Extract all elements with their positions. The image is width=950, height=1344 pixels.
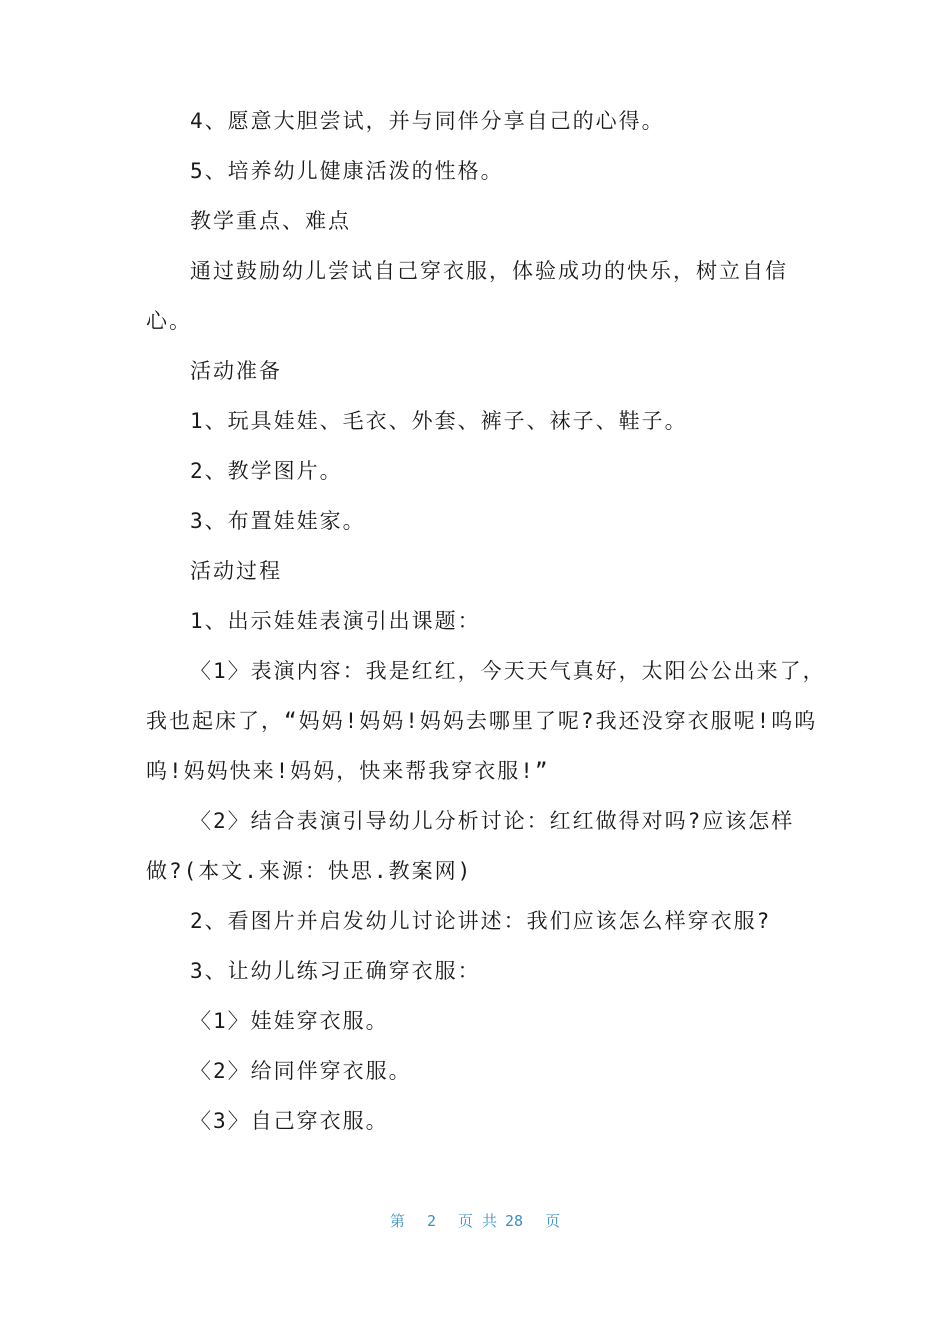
footer-suffix: 页 xyxy=(545,1212,561,1230)
process-step-2: 2、看图片并启发幼儿讨论讲述：我们应该怎么样穿衣服? xyxy=(190,909,772,933)
preparation-item-2: 2、教学图片。 xyxy=(190,459,343,483)
key-points-text: 通过鼓励幼儿尝试自己穿衣服，体验成功的快乐，树立自信 xyxy=(190,259,788,283)
objective-4: 4、愿意大胆尝试，并与同伴分享自己的心得。 xyxy=(190,109,665,133)
process-step-1-sub-2-cont: 做?(本文.来源：快思.教案网) xyxy=(146,859,473,883)
key-points-text-cont: 心。 xyxy=(146,309,192,333)
process-step-1: 1、出示娃娃表演引出课题： xyxy=(190,609,481,633)
preparation-item-3: 3、布置娃娃家。 xyxy=(190,509,366,533)
current-page-number: 2 xyxy=(426,1212,436,1230)
process-step-3-sub-3: 〈3〉自己穿衣服。 xyxy=(190,1109,389,1133)
section-heading-process: 活动过程 xyxy=(190,559,282,583)
footer-middle: 页 共 xyxy=(457,1212,497,1230)
total-pages-number: 28 xyxy=(505,1212,524,1230)
preparation-item-1: 1、玩具娃娃、毛衣、外套、裤子、袜子、鞋子。 xyxy=(190,409,688,433)
page-footer xyxy=(0,1209,950,1233)
section-heading-preparation: 活动准备 xyxy=(190,359,282,383)
process-step-1-sub-1-cont-a: 我也起床了，“妈妈!妈妈!妈妈去哪里了呢?我还没穿衣服呢!呜呜 xyxy=(146,709,818,733)
process-step-1-sub-1: 〈1〉表演内容：我是红红，今天天气真好，太阳公公出来了， xyxy=(190,659,826,683)
process-step-3: 3、让幼儿练习正确穿衣服： xyxy=(190,959,481,983)
process-step-1-sub-2: 〈2〉结合表演引导幼儿分析讨论：红红做得对吗?应该怎样 xyxy=(190,809,795,833)
section-heading-key-points: 教学重点、难点 xyxy=(190,209,351,233)
objective-5: 5、培养幼儿健康活泼的性格。 xyxy=(190,159,504,183)
footer-prefix: 第 xyxy=(389,1212,405,1230)
process-step-3-sub-1: 〈1〉娃娃穿衣服。 xyxy=(190,1009,389,1033)
process-step-3-sub-2: 〈2〉给同伴穿衣服。 xyxy=(190,1059,412,1083)
process-step-1-sub-1-cont-b: 呜!妈妈快来!妈妈，快来帮我穿衣服!” xyxy=(146,759,550,783)
